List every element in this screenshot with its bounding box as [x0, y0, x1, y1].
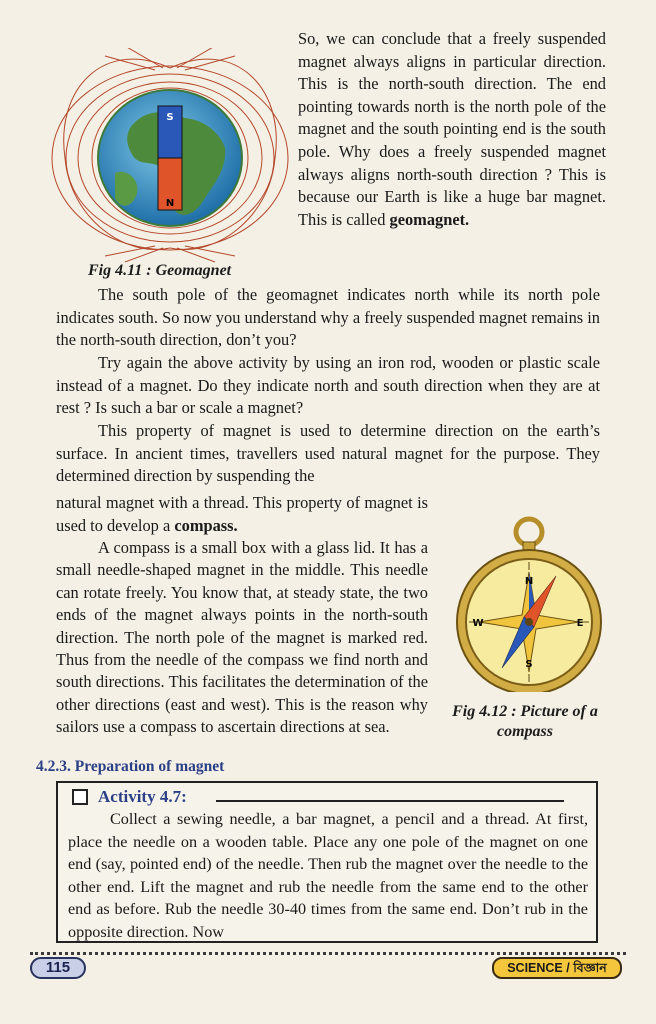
activity-title — [72, 787, 187, 807]
compass-w: W — [472, 618, 484, 629]
running-title: SCIENCE / বিজ্ঞান — [492, 957, 622, 979]
compass-s: S — [525, 659, 533, 670]
fig-4-12-caption: Fig 4.12 : Picture of a compass — [452, 703, 598, 740]
footer-divider — [30, 952, 626, 955]
activity-box — [56, 781, 598, 943]
compass-n: N — [524, 576, 534, 587]
paragraph-property: This property of magnet is used to determine direction on the earth’s surface. In ancient times, travellers used natural magnet for the purpose. They determined direction by suspending the — [56, 421, 600, 486]
paragraph-compass: A compass is a small box with a glass lid. It has a small needle-shaped magnet in the middle. This needle can rotate freely. You know that, at steady state, the two ends of the magnet always points in the north-south direction. The north pole of the magnet is marked red. Thus from the needle of the compass we find north and south directions. This facilitates the determination of the other directions (east and west). This is the reason why sailors use a compass to ascertain directions at sea. — [56, 538, 428, 737]
activity-text: Collect a sewing needle, a bar magnet, a pencil and a thread. At first, place the needle on a wooden table. Place any one pole of the magnet on one end (say, pointed end) of the needle. Then rub the magnet over the needle to the other end. Lift the magnet and rub the needle from the same end to the other end as before. Rub the needle 30-40 times from the same end. Don’t rub in the opposite direction. Now — [68, 810, 588, 941]
top-paragraph: So, we can conclude that a freely suspended magnet always aligns in particular direction. This is the north-south direction. The end pointing towards north is the north pole of the magnet and the south pointing end is the south pole. Why does a freely suspended magnet always aligns north-south direction ? This is because our Earth is like a huge bar magnet. This is called geomagnet. — [298, 29, 606, 229]
activity-title-text: Activity 4.7: — [98, 787, 187, 806]
compass-e: E — [576, 618, 584, 629]
checkbox-icon — [72, 789, 88, 805]
paragraph-geomagnet-poles: The south pole of the geomagnet indicates north while its north pole indicates south. So now you understand why a freely suspended magnet remains in the north-south direction, don’t you? — [56, 285, 600, 350]
geomagnet-figure — [45, 48, 295, 263]
activity-divider — [216, 800, 564, 802]
section-heading: 4.2.3. Preparation of magnet — [36, 758, 225, 775]
magnet-top-label: S — [166, 112, 174, 123]
page-number: 115 — [30, 957, 86, 979]
paragraph-natural-magnet: natural magnet with a thread. This property of magnet is used to develop a compass. — [56, 493, 428, 535]
magnet-bottom-label: N — [165, 198, 175, 209]
paragraph-try-again: Try again the above activity by using an iron rod, wooden or plastic scale instead of a magnet. Do they indicate north and south direction when they are at rest ? Is such a bar or scale a magnet? — [56, 353, 600, 418]
fig-4-11-caption: Fig 4.11 : Geomagnet — [88, 262, 232, 279]
compass-figure — [444, 514, 614, 692]
compass-ring — [516, 519, 542, 545]
